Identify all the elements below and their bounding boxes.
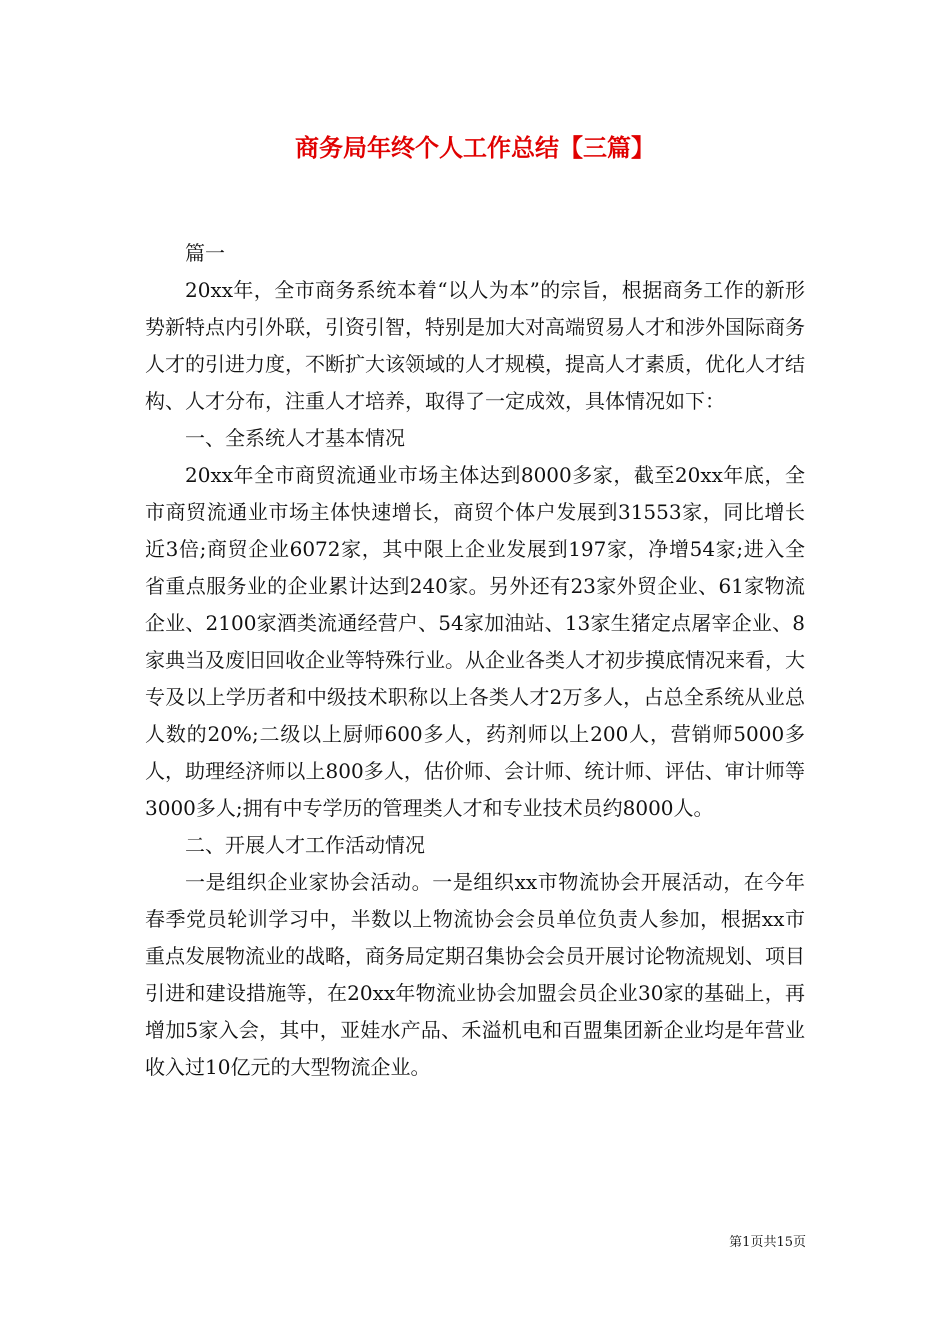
paragraph: 20xx年全市商贸流通业市场主体达到8000多家，截至20xx年底，全市商贸流通业市场主体快速增长，商贸个体户发展到31553家，同比增长近3倍;商贸企业6072家，其中限上企业发展到197家，净增54家;进入全省重点服务业的企业累计达到240家。另外还有23家外贸企业、61家物流企业、2100家酒类流通经营户、54家加油站、13家生猪定点屠宰企业、8家典当及废旧回收企业等特殊行业。从企业各类人才初步摸底情况来看，大专及以上学历者和中级技术职称以上各类人才2万多人，占总全系统从业总人数的20%;二级以上厨师600多人，药剂师以上200人，营销师5000多人，助理经济师以上800多人，估价师、会计师、统计师、评估、审计师等3000多人;拥有中专学历的管理类人才和专业技术员约8000人。 <box>145 463 805 820</box>
document-body <box>145 235 805 1086</box>
page-number: 第1页共15页 <box>729 1235 806 1250</box>
paragraph: 20xx年，全市商务系统本着“以人为本”的宗旨，根据商务工作的新形势新特点内引外联，引资引智，特别是加大对高端贸易人才和涉外国际商务人才的引进力度，不断扩大该领域的人才规模，提高人才素质，优化人才结构、人才分布，注重人才培养，取得了一定成效，具体情况如下： <box>145 278 805 413</box>
document-title: 商务局年终个人工作总结【三篇】 <box>295 133 655 162</box>
section-heading: 一、全系统人才基本情况 <box>185 426 405 450</box>
section-heading: 二、开展人才工作活动情况 <box>185 833 425 857</box>
section-heading: 篇一 <box>185 241 225 265</box>
paragraph: 一是组织企业家协会活动。一是组织xx市物流协会开展活动，在今年春季党员轮训学习中，半数以上物流协会会员单位负责人参加，根据xx市重点发展物流业的战略，商务局定期召集协会会员开展讨论物流规划、项目引进和建设措施等，在20xx年物流业协会加盟会员企业30家的基础上，再增加5家入会，其中，亚娃水产品、禾溢机电和百盟集团新企业均是年营业收入过10亿元的大型物流企业。 <box>145 870 805 1079</box>
